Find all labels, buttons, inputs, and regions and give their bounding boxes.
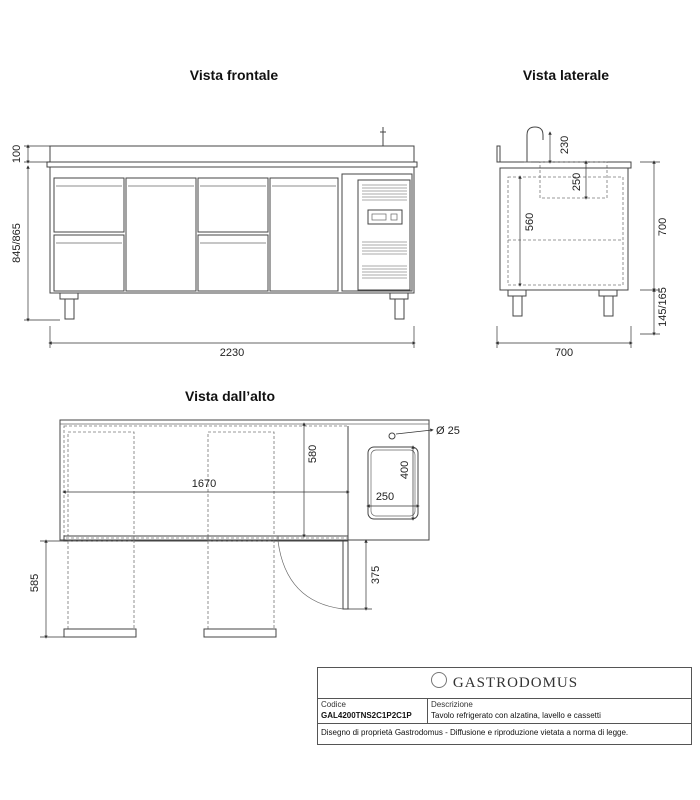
side-faucet	[527, 127, 543, 162]
front-worktop	[47, 162, 417, 167]
brand-name: GASTRODOMUS	[452, 674, 579, 691]
dim-side-inner-height: 560	[524, 212, 536, 232]
dim-side-height: 700	[657, 217, 669, 237]
front-compressor-panel	[342, 174, 412, 291]
front-door-2	[270, 178, 338, 291]
top-door-swing-arc	[278, 541, 343, 609]
dim-top-hole: Ø 25	[436, 425, 460, 437]
front-upstand	[50, 146, 414, 162]
dim-front-upstand: 100	[11, 144, 23, 164]
side-upstand	[497, 146, 500, 162]
side-foot-right	[599, 290, 617, 296]
side-view	[497, 127, 669, 359]
top-worktop	[60, 420, 429, 540]
top-sink	[368, 447, 418, 519]
product-info-row	[318, 699, 691, 724]
front-drawer-1b	[54, 235, 124, 291]
front-foot-right	[390, 293, 408, 299]
product-description-value: Tavolo refrigerato con alzatina, lavello e cassetti	[431, 711, 601, 720]
title-block	[317, 667, 692, 745]
top-open-drawer-1	[64, 541, 136, 637]
top-open-drawer-2	[204, 541, 276, 637]
dim-top-drawer-depth: 580	[307, 444, 319, 464]
copyright-notice: Disegno di proprietà Gastrodomus - Diffusione e riproduzione vietata a norma di legge.	[321, 728, 629, 737]
dim-side-depth: 700	[554, 347, 574, 359]
dim-top-sink-width: 250	[375, 491, 395, 503]
dim-top-drawer-open: 585	[29, 573, 41, 593]
side-worktop	[497, 162, 631, 168]
brand-header	[318, 668, 691, 699]
top-open-door	[343, 541, 348, 609]
product-description-label: Descrizione	[431, 700, 473, 709]
product-code-cell	[318, 699, 428, 723]
product-description-cell	[428, 699, 604, 723]
dim-side-feet: 145/165	[657, 287, 669, 327]
dim-top-sink-length: 400	[399, 460, 411, 480]
front-drawer-2b	[198, 235, 268, 291]
dim-front-width: 2230	[219, 347, 245, 359]
top-faucet-hole	[389, 433, 395, 439]
product-code-value: GAL4200TNS2C1P2C1P	[321, 711, 412, 720]
top-view-title: Vista dall’alto	[185, 388, 275, 404]
dim-top-inner-width: 1670	[191, 478, 217, 490]
top-drawer-1	[68, 432, 134, 536]
front-door-1	[126, 178, 196, 291]
gastrodomus-logo-icon	[431, 672, 447, 688]
front-foot-left	[60, 293, 78, 299]
product-code-label: Codice	[321, 700, 346, 709]
side-body	[500, 168, 628, 290]
front-view	[11, 127, 417, 359]
top-view	[29, 420, 460, 637]
dim-side-faucet: 230	[559, 135, 571, 155]
front-faucet	[380, 127, 386, 146]
side-foot-left	[508, 290, 526, 296]
dim-top-door-swing: 375	[370, 565, 382, 585]
front-view-title: Vista frontale	[189, 67, 279, 83]
side-view-title: Vista laterale	[522, 67, 610, 83]
top-drawer-2	[208, 432, 274, 536]
dim-front-height: 845/865	[11, 223, 23, 263]
dim-side-sink-depth: 250	[571, 172, 583, 192]
front-vent-grille-bottom	[362, 242, 407, 278]
front-vent-grille-top	[362, 185, 407, 200]
